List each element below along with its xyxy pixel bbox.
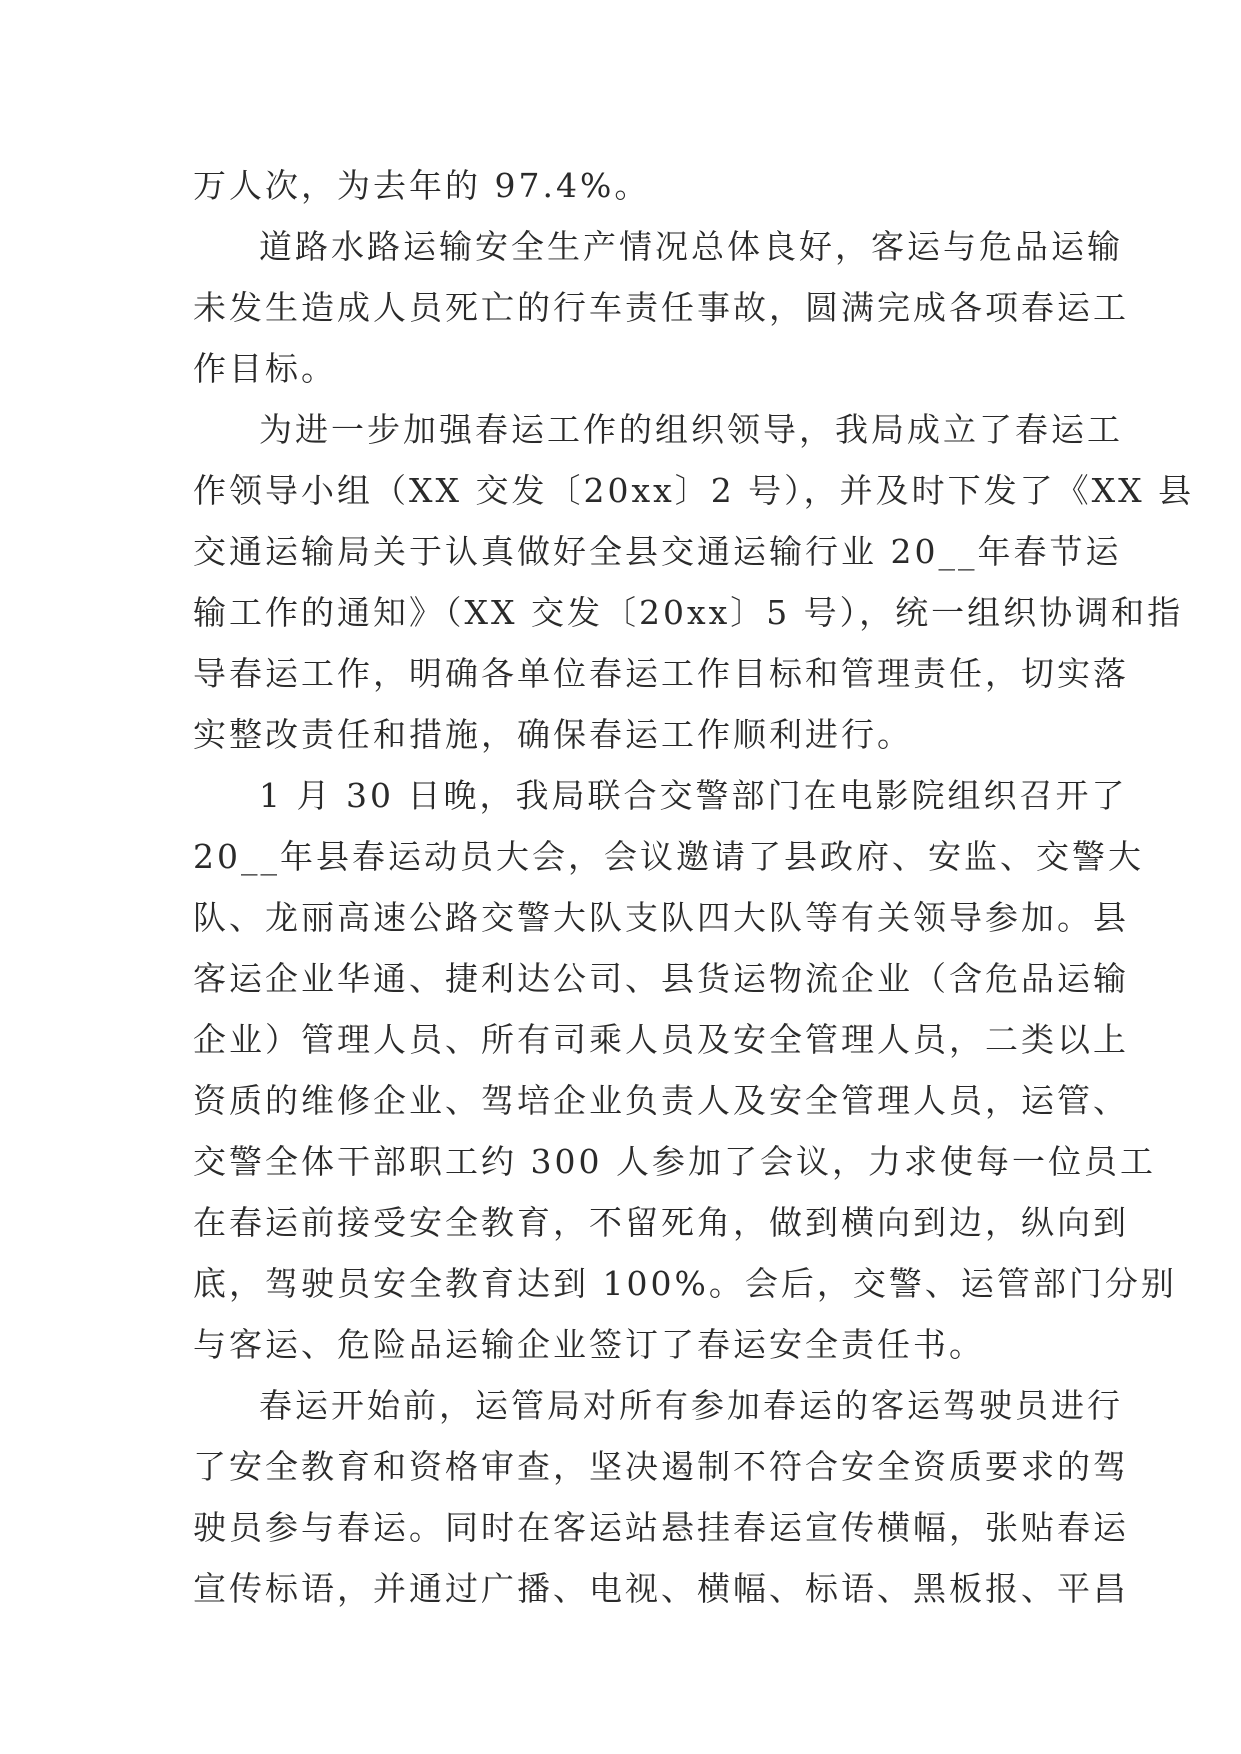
document-body xyxy=(193,155,1195,1619)
text-line: 输工作的通知》（XX 交发〔20xx〕5 号），统一组织协调和指 xyxy=(193,593,1184,632)
text-line: 导春运工作，明确各单位春运工作目标和管理责任，切实落 xyxy=(193,654,1129,693)
paragraph xyxy=(193,155,1053,216)
text-line: 实整改责任和措施，确保春运工作顺利进行。 xyxy=(193,715,913,754)
text-line: 资质的维修企业、驾培企业负责人及安全管理人员，运管、 xyxy=(193,1081,1129,1120)
text-line: 20__年县春运动员大会，会议邀请了县政府、安监、交警大 xyxy=(193,837,1144,876)
text-line: 底，驾驶员安全教育达到 100%。会后，交警、运管部门分别 xyxy=(193,1264,1177,1303)
paragraph xyxy=(193,1375,1129,1619)
text-line: 了安全教育和资格审查，坚决遏制不符合安全资质要求的驾 xyxy=(193,1447,1129,1486)
paragraph xyxy=(193,765,1177,1375)
text-line: 春运开始前，运管局对所有参加春运的客运驾驶员进行 xyxy=(259,1386,1123,1425)
text-line: 队、龙丽高速公路交警大队支队四大队等有关领导参加。县 xyxy=(193,898,1129,937)
text-line: 1 月 30 日晚，我局联合交警部门在电影院组织召开了 xyxy=(259,776,1128,815)
text-line: 未发生造成人员死亡的行车责任事故，圆满完成各项春运工 xyxy=(193,288,1129,327)
text-line: 驶员参与春运。同时在客运站悬挂春运宣传横幅，张贴春运 xyxy=(193,1508,1129,1547)
text-line: 交通运输局关于认真做好全县交通运输行业 20__年春节运 xyxy=(193,532,1122,571)
text-line: 企业）管理人员、所有司乘人员及安全管理人员，二类以上 xyxy=(193,1020,1129,1059)
text-line: 在春运前接受安全教育，不留死角，做到横向到边，纵向到 xyxy=(193,1203,1129,1242)
text-line: 与客运、危险品运输企业签订了春运安全责任书。 xyxy=(193,1325,985,1364)
paragraph xyxy=(193,399,1195,765)
text-line: 作领导小组（XX 交发〔20xx〕2 号），并及时下发了《XX 县 xyxy=(193,471,1195,510)
text-line: 道路水路运输安全生产情况总体良好，客运与危品运输 xyxy=(259,227,1123,266)
text-line: 宣传标语，并通过广播、电视、横幅、标语、黑板报、平昌 xyxy=(193,1569,1129,1608)
text-line: 万人次，为去年的 97.4%。 xyxy=(193,166,651,205)
text-line: 作目标。 xyxy=(193,349,337,388)
text-line: 为进一步加强春运工作的组织领导，我局成立了春运工 xyxy=(259,410,1123,449)
text-line: 交警全体干部职工约 300 人参加了会议，力求使每一位员工 xyxy=(193,1142,1156,1181)
text-line: 客运企业华通、捷利达公司、县货运物流企业（含危品运输 xyxy=(193,959,1129,998)
paragraph xyxy=(193,216,1129,399)
